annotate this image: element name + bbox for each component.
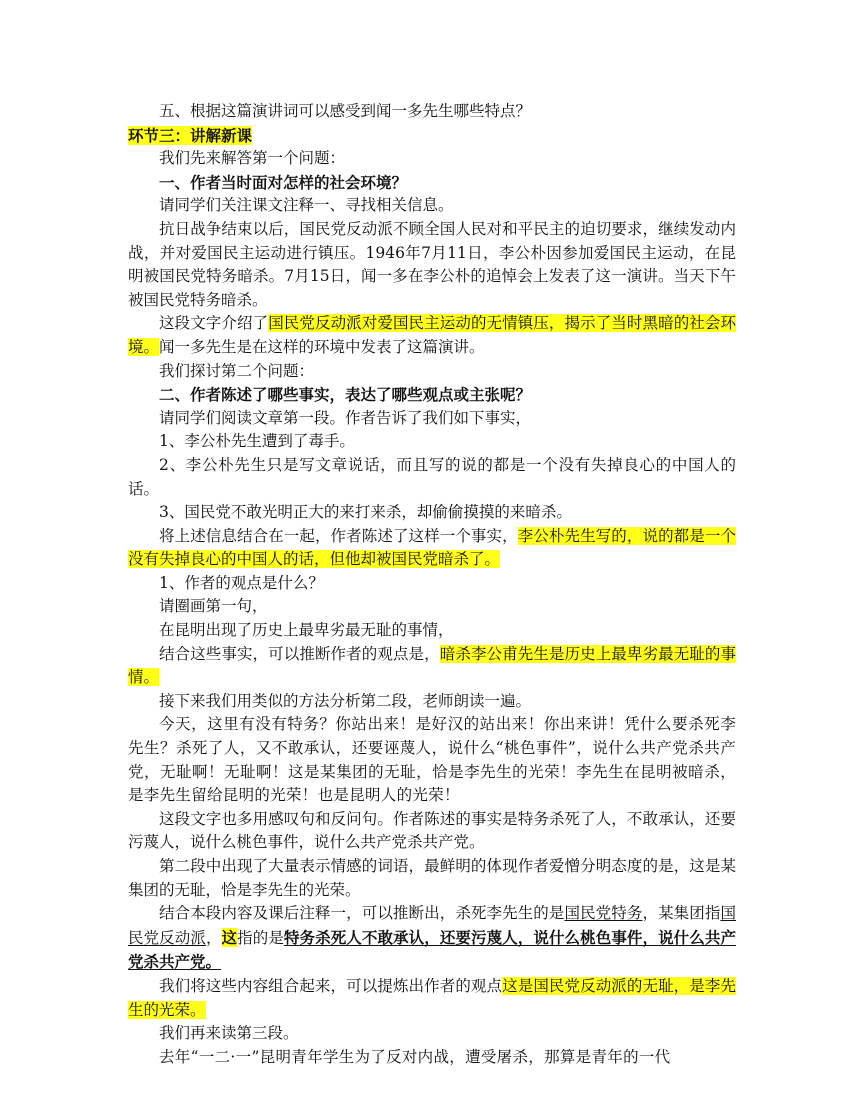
text-span: 我们将这些内容组合起来，可以提炼出作者的观点 bbox=[159, 976, 503, 995]
paragraph-combine bbox=[128, 525, 736, 572]
fact-two: 2、李公朴先生只是写文章说话，而且写的说的都是一个没有失掉良心的中国人的话。 bbox=[128, 455, 736, 498]
paragraph-rhetoric: 这段文字也多用感叹句和反问句。作者陈述的事实是特务杀死了人，不敢承认，还要污蔑人，说什么桃色事件，说什么共产党杀共产党。 bbox=[128, 809, 736, 852]
highlight-span: 国民党反动派对爱国民主运动的无情镇压，揭示了当时黑暗的社会环境。 bbox=[128, 314, 736, 356]
intro-first-question: 我们先来解答第一个问题： bbox=[159, 149, 346, 168]
paragraph-third: 我们再来读第三段。 bbox=[159, 1024, 299, 1043]
heading-question-two: 二、作者陈述了哪些事实，表达了哪些观点或主张呢？ bbox=[159, 385, 532, 405]
question-five: 五、根据这篇演讲词可以感受到闻一多先生哪些特点？ bbox=[159, 102, 532, 120]
text-span: 这段文字介绍了 bbox=[159, 314, 269, 333]
underline-span: 国民党反动派 bbox=[128, 904, 736, 947]
text-span: ， bbox=[205, 928, 222, 947]
heading-question-one: 一、作者当时面对怎样的社会环境？ bbox=[159, 172, 408, 192]
document-page bbox=[128, 100, 736, 1069]
text-span: 结合本段内容及课后注释一，可以推断出，杀死李先生的是 bbox=[159, 904, 565, 923]
paragraph-circle: 请圈画第一句， bbox=[159, 597, 268, 616]
text-span: 闻一多先生是在这样的环境中发表了这篇演讲。 bbox=[159, 337, 485, 356]
paragraph-last: 去年“一二·一”昆明青年学生为了反对内战，遭受屠杀，那算是青年的一代 bbox=[159, 1047, 671, 1066]
text-span: 将上述信息结合在一起，作者陈述了这样一个事实， bbox=[159, 526, 518, 545]
paragraph-view-two bbox=[128, 975, 736, 1022]
highlight-span: 暗杀李公甫先生是历史上最卑劣最无耻的事情。 bbox=[128, 644, 736, 687]
highlight-span: 李公朴先生写的，说的都是一个没有失掉良心的中国人的话，但他却被国民党暗杀了。 bbox=[128, 526, 736, 569]
section-heading bbox=[128, 124, 736, 148]
question-viewpoint: 1、作者的观点是什么？ bbox=[159, 573, 324, 592]
paragraph-kunming: 在昆明出现了历史上最卑劣最无耻的事情， bbox=[159, 621, 454, 640]
paragraph-emotion: 第二段中出现了大量表示情感的词语，最鲜明的体现作者爱憎分明态度的是，这是某集团的无耻，恰是李先生的光荣。 bbox=[128, 857, 736, 899]
paragraph-history: 抗日战争结束以后，国民党反动派不顾全国人民对和平民主的迫切要求，继续发动内战，并对爱国民主运动进行镇压。1946年7月11日，李公朴因参加爱国民主运动，在昆明被国民党特务暗杀。7月15日，闻一多在李公朴的追悼会上发表了这一演讲。当天下午被国民党特务暗杀。 bbox=[128, 219, 736, 309]
section-heading-text: 环节三：讲解新课 bbox=[128, 125, 253, 145]
speech-quote: 今天，这里有没有特务？你站出来！是好汉的站出来！你出来讲！凭什么要杀死李先生？杀死了人，又不敢承认，还要诬蔑人，说什么“桃色事件”，说什么共产党杀共产党，无耻啊！无耻啊！这是某集团的无耻，恰是李先生的光荣！李先生在昆明被暗杀，是李先生留给昆明的光荣！也是昆明人的光荣！ bbox=[128, 715, 736, 805]
highlight-span: 这是国民党反动派的无耻，是李先生的光荣。 bbox=[128, 976, 736, 1019]
paragraph-environment bbox=[128, 312, 736, 359]
underline-span: 国民党特务 bbox=[564, 904, 643, 923]
paragraph-infer bbox=[128, 643, 736, 690]
text-span: 指的是 bbox=[237, 928, 284, 947]
highlight-span: 这 bbox=[221, 927, 238, 947]
paragraph-note: 请同学们关注课文注释一、寻找相关信息。 bbox=[159, 196, 454, 215]
paragraph-note-two bbox=[128, 902, 736, 975]
text-span: 结合这些事实，可以推断作者的观点是， bbox=[159, 644, 440, 663]
paragraph-read-first: 请同学们阅读文章第一段。作者告诉了我们如下事实， bbox=[159, 408, 532, 427]
bold-underline-span: 特务杀死人不敢承认，还要污蔑人，说什么桃色事件，说什么共产党杀共产党。 bbox=[128, 927, 736, 972]
text-span: ，某集团指 bbox=[642, 904, 721, 923]
intro-second-question: 我们探讨第二个问题： bbox=[159, 361, 315, 380]
paragraph-next: 接下来我们用类似的方法分析第二段，老师朗读一遍。 bbox=[159, 691, 532, 710]
fact-one: 1、李公朴先生遭到了毒手。 bbox=[159, 432, 355, 451]
fact-three: 3、国民党不敢光明正大的来打来杀，却偷偷摸摸的来暗杀。 bbox=[159, 503, 572, 522]
